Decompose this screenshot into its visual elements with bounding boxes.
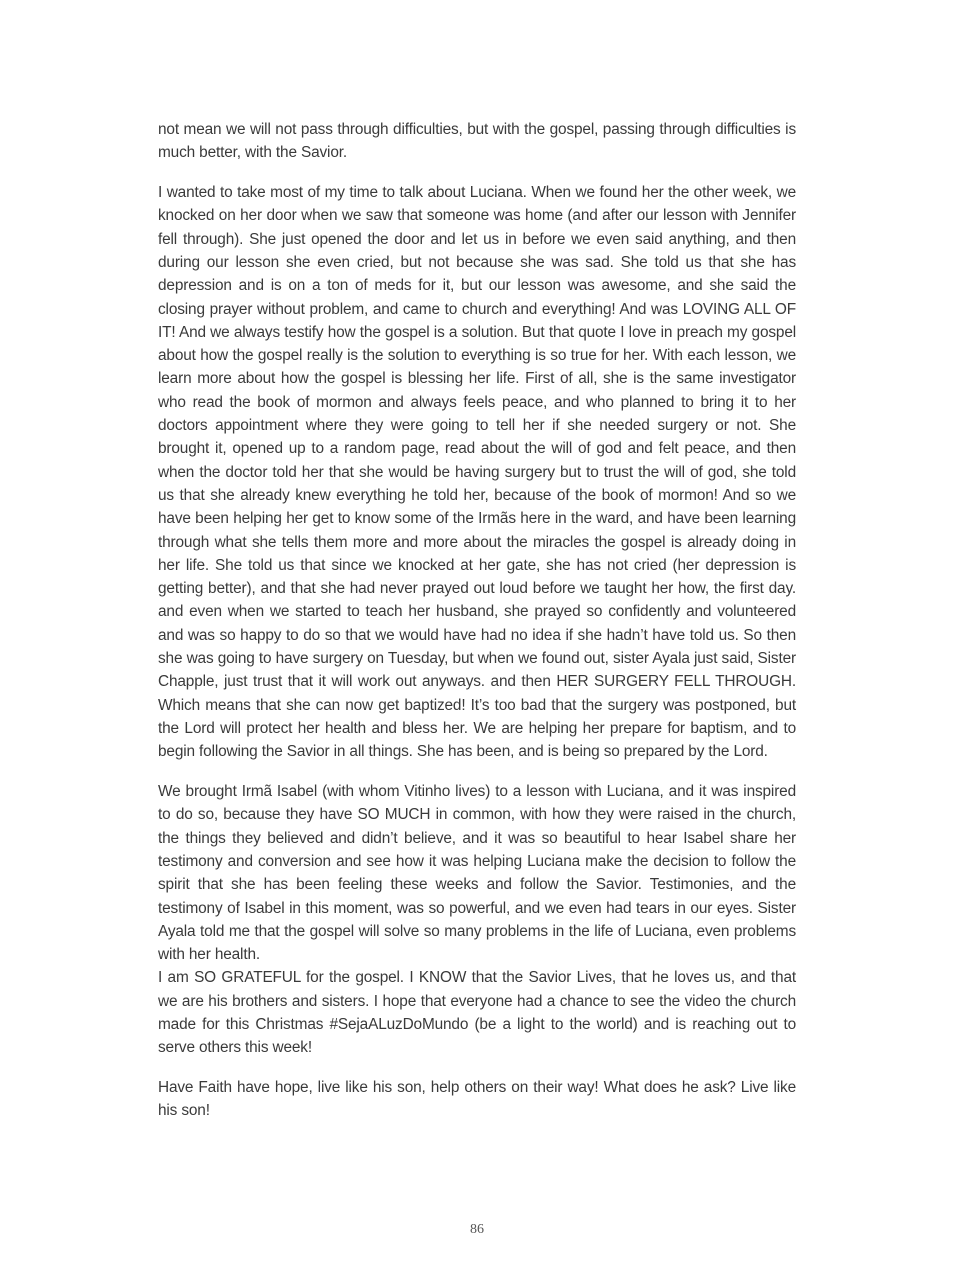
paragraph-4: I am SO GRATEFUL for the gospel. I KNOW that the Savior Lives, that he loves us, and that we are his brothers and sisters. I hope that everyone had a chance to see the video the church made for this Christmas #SejaALuzDoMundo (be a light to the world) and is reaching out to serve others this week! [158,969,796,1057]
page-body [158,118,796,1139]
paragraph-5: Have Faith have hope, live like his son, help others on their way! What does he ask? Live like his son! [158,1079,796,1120]
paragraph-1: not mean we will not pass through difficulties, but with the gospel, passing through difficulties is much better, with the Savior. [158,121,796,162]
page-number: 86 [470,1222,484,1237]
paragraph-2: I wanted to take most of my time to talk about Luciana. When we found her the other week, we knocked on her door when we saw that someone was home (and after our lesson with Jennifer fell through). She just opened the door and let us in before we even said anything, and then during our lesson she even cried, but not because she was sad. She told us that she has depression and is on a ton of meds for it, but our lesson was awesome, and she said the closing prayer without problem, and came to church and everything! And was LOVING ALL OF IT! And we always testify how the gospel is a solution. But that quote I love in preach my gospel about how the gospel really is the solution to everything is so true for her. With each lesson, we learn more about how the gospel is blessing her life. First of all, she is the same investigator who read the book of mormon and always feels peace, and who planned to bring it to her doctors appointment where they were going to tell her if she needed surgery or not. She brought it, opened up to a random page, read about the will of god and felt peace, and then when the doctor told her that she would be having surgery but to trust the will of god, she told us that she already knew everything he told her, because of the book of mormon! And so we have been helping her get to know some of the Irmãs here in the ward, and have been learning through what she tells them more and more about the miracles the gospel is already doing in her life. She told us that since we knocked at her gate, she has not cried (her depression is getting better), and that she had never prayed out loud before we taught her how, the first day. and even when we started to teach her husband, she prayed so confidently and volunteered and was so happy to do so that we would have had no idea if she hadn’t have told us. So then she was going to have surgery on Tuesday, but when we found out, sister Ayala just said, Sister Chapple, just trust that it will work out anyways. and then HER SURGERY FELL THROUGH. Which means that she can now get baptized! It’s too bad that the surgery was postponed, but the Lord will protect her health and bless her. We are helping her prepare for baptism, and to begin following the Savior in all things. She has been, and is being so prepared by the Lord. [158,184,796,761]
paragraph-3: We brought Irmã Isabel (with whom Vitinho lives) to a lesson with Luciana, and it was inspired to do so, because they have SO MUCH in common, with how they were raised in the church, the things they believed and didn’t believe, and it was so beautiful to hear Isabel share her testimony and conversion and see how it was helping Luciana make the decision to follow the spirit that she has been feeling these weeks and follow the Savior. Testimonies, and the testimony of Isabel in this moment, was so powerful, and we even had tears in our eyes. Sister Ayala told me that the gospel will solve so many problems in the life of Luciana, even problems with her health. [158,783,796,964]
